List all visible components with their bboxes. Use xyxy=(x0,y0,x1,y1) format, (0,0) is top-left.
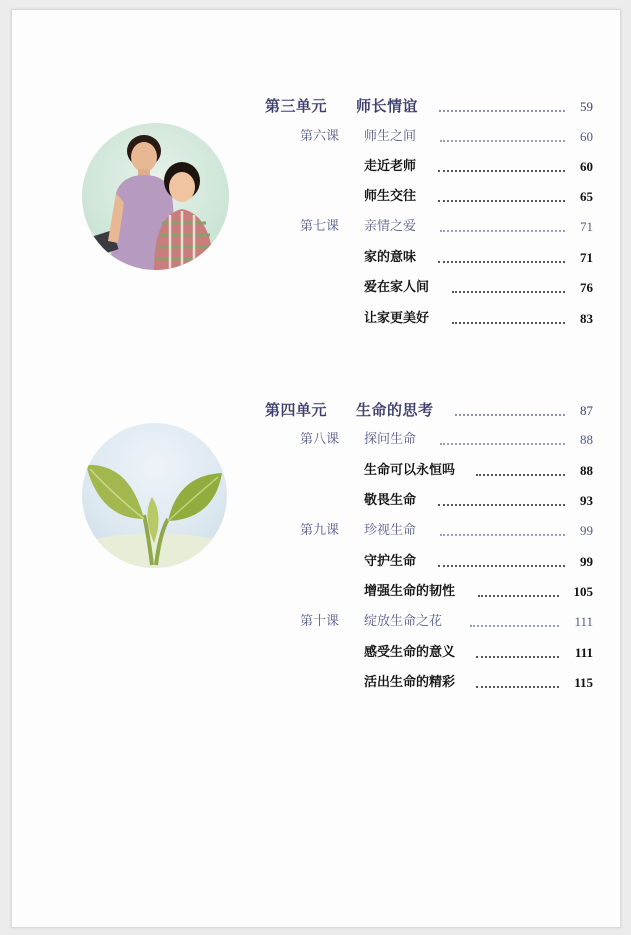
page-number: 111 xyxy=(574,645,593,660)
topic-title: 守护生命 xyxy=(364,554,417,569)
toc-topic[interactable] xyxy=(364,247,593,269)
topic-title: 感受生命的意义 xyxy=(364,645,456,660)
page-number: 93 xyxy=(580,493,593,508)
toc-topic[interactable] xyxy=(364,186,593,208)
topic-title: 家的意味 xyxy=(364,250,417,265)
leader-dots xyxy=(455,414,565,416)
lesson-label: 第十课 xyxy=(300,614,340,629)
lesson-label: 第八课 xyxy=(300,432,340,447)
toc-topic[interactable] xyxy=(364,308,593,330)
lesson-label: 第七课 xyxy=(300,219,340,234)
page-number: 88 xyxy=(580,432,593,447)
leader-dots xyxy=(470,625,559,627)
toc-topic[interactable] xyxy=(364,642,593,664)
toc-unit-4[interactable] xyxy=(265,400,593,422)
unit-title: 师长情谊 xyxy=(356,98,419,115)
page-number: 60 xyxy=(580,159,593,174)
leader-dots xyxy=(476,474,565,476)
toc-lesson-8[interactable] xyxy=(300,429,593,451)
topic-title: 生命可以永恒吗 xyxy=(364,463,456,478)
page-number: 71 xyxy=(580,250,593,265)
unit-title: 生命的思考 xyxy=(356,402,434,419)
topic-title: 走近老师 xyxy=(364,159,417,174)
lesson-label: 第九课 xyxy=(300,523,340,538)
topic-title: 敬畏生命 xyxy=(364,493,417,508)
toc-topic[interactable] xyxy=(364,490,593,512)
lesson-title: 绽放生命之花 xyxy=(364,614,443,629)
leader-dots xyxy=(439,110,565,112)
topic-title: 活出生命的精彩 xyxy=(364,675,456,690)
topic-title: 爱在家人间 xyxy=(364,280,430,295)
toc-page xyxy=(11,9,621,928)
leader-dots xyxy=(438,170,565,172)
topic-title: 师生交往 xyxy=(364,189,417,204)
page-number: 87 xyxy=(580,403,593,418)
leader-dots xyxy=(438,200,565,202)
topic-title: 让家更美好 xyxy=(364,311,430,326)
leader-dots xyxy=(452,291,565,293)
page-number: 99 xyxy=(580,523,593,538)
leader-dots xyxy=(438,565,565,567)
page-number: 71 xyxy=(580,219,593,234)
teacher-student-photo xyxy=(82,123,229,270)
page-number: 99 xyxy=(580,554,593,569)
toc-topic[interactable] xyxy=(364,460,593,482)
toc-lesson-10[interactable] xyxy=(300,611,593,633)
leader-dots xyxy=(476,686,559,688)
toc-unit-3[interactable] xyxy=(265,96,593,118)
page-number: 60 xyxy=(580,129,593,144)
lesson-title: 亲情之爱 xyxy=(364,219,417,234)
page-number: 65 xyxy=(580,189,593,204)
leader-dots xyxy=(438,261,565,263)
toc-topic[interactable] xyxy=(364,156,593,178)
page-number: 59 xyxy=(580,99,593,114)
page-number: 83 xyxy=(580,311,593,326)
lesson-title: 师生之间 xyxy=(364,129,417,144)
leader-dots xyxy=(440,443,565,445)
lesson-title: 探问生命 xyxy=(364,432,417,447)
page-number: 76 xyxy=(580,280,593,295)
toc-topic[interactable] xyxy=(364,277,593,299)
page-number: 88 xyxy=(580,463,593,478)
lesson-label: 第六课 xyxy=(300,129,340,144)
leader-dots xyxy=(440,534,565,536)
unit-label: 第三单元 xyxy=(265,98,328,115)
toc-lesson-7[interactable] xyxy=(300,216,593,238)
page-number: 105 xyxy=(573,584,593,599)
toc-lesson-9[interactable] xyxy=(300,520,593,542)
page-number: 115 xyxy=(574,675,593,690)
leader-dots xyxy=(440,140,565,142)
sprout-leaves-photo xyxy=(82,423,227,568)
toc-lesson-6[interactable] xyxy=(300,126,593,148)
toc-topic[interactable] xyxy=(364,581,593,603)
leader-dots xyxy=(440,230,565,232)
leader-dots xyxy=(452,322,565,324)
unit-label: 第四单元 xyxy=(265,402,328,419)
toc-topic[interactable] xyxy=(364,672,593,694)
leader-dots xyxy=(478,595,559,597)
topic-title: 增强生命的韧性 xyxy=(364,584,456,599)
leader-dots xyxy=(438,504,565,506)
page-number: 111 xyxy=(574,614,593,629)
toc-topic[interactable] xyxy=(364,551,593,573)
leader-dots xyxy=(476,656,559,658)
lesson-title: 珍视生命 xyxy=(364,523,417,538)
